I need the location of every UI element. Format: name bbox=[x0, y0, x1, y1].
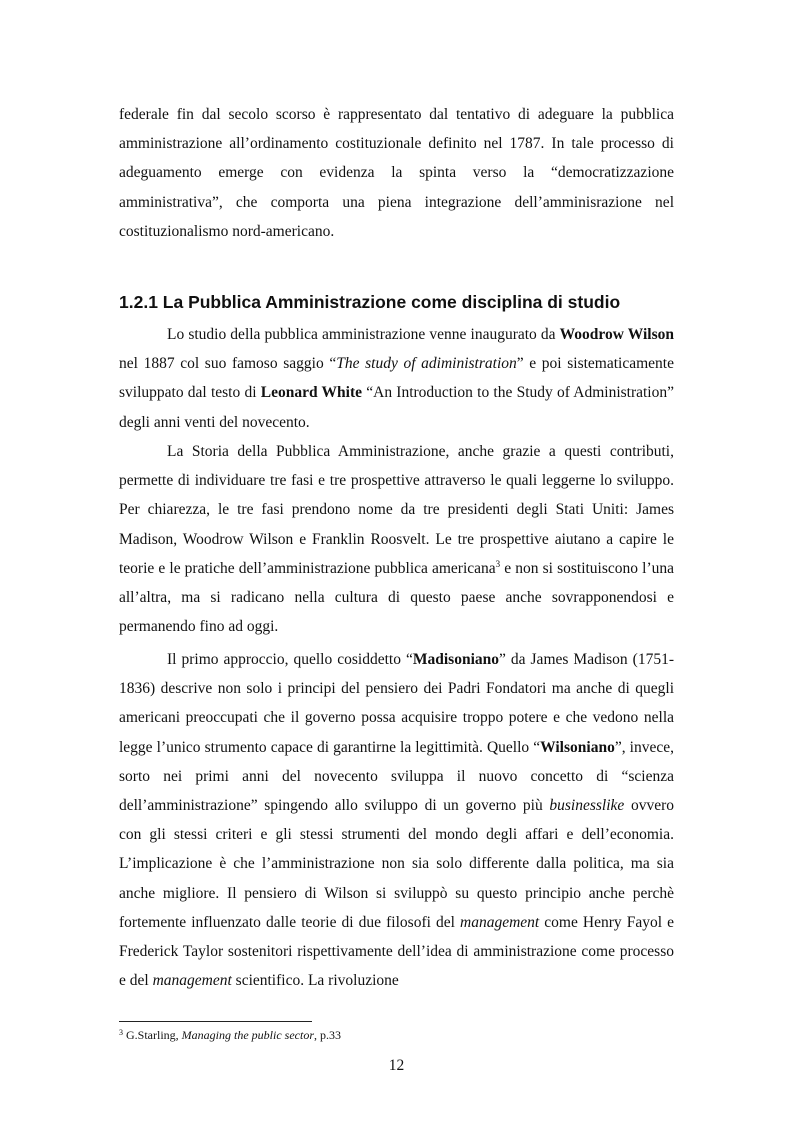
italic-essay-title: The study of adiministration bbox=[336, 355, 517, 373]
text-segment: La Storia della Pubblica Amministrazione, anche grazie a questi contributi, permette di individuare tre fasi e tre prospettive attraverso le quali leggerne lo sviluppo. Per chiarezza, le tre fasi prendono nome da tre presidenti degli Stati Uniti: James Madison, Woodrow Wilson e Franklin Roosvelt. Le tre prospettive aiutano a capire le teorie e le pratiche dell’amministrazione pubblica americana bbox=[119, 443, 674, 577]
section-heading: 1.2.1 La Pubblica Amministrazione come disciplina di studio bbox=[119, 292, 621, 312]
footnote-title: Managing the public sector bbox=[181, 1028, 314, 1042]
text-segment: ” e poi sistematicamente sviluppato dal testo di bbox=[119, 355, 674, 402]
text-segment: “An Introduction to the Study of Administration” degli anni venti del novecento. bbox=[119, 384, 674, 431]
bold-name-wilson: Woodrow Wilson bbox=[559, 326, 674, 343]
footnote-number: 3 bbox=[119, 1028, 123, 1037]
text-segment: ”, invece, sorto nei primi anni del novecento sviluppa il nuovo concetto di “scienza dell’amministrazione” spingendo allo sviluppo di un governo più bbox=[119, 738, 674, 815]
intro-text: federale fin dal secolo scorso è rappresentato dal tentativo di adeguare la pubblica amministrazione all’ordinamento costituzionale definito nel 1787. In tale processo di adeguamento emerge con evidenza la spinta verso la “democratizzazione amministrativa”, che comporta una piena integrazione dell’amminisrazione nel costituzionalismo nord-americano. bbox=[119, 106, 674, 240]
italic-term-management: management bbox=[152, 972, 232, 990]
bold-name-white: Leonard White bbox=[260, 384, 363, 402]
italic-term-businesslike: businesslike bbox=[549, 797, 625, 815]
paragraph-approaches bbox=[119, 645, 674, 995]
text-segment: Lo studio della pubblica amministrazione venne inaugurato da bbox=[167, 326, 560, 343]
paragraph-three-phases bbox=[119, 437, 674, 641]
paragraph-study-origins bbox=[119, 320, 674, 437]
text-segment: ” da James Madison (1751-1836) descrive non solo i principi del pensiero dei Padri Fondatori ma anche di quegli americani preoccupati che il governo possa acquisire troppo potere e che vedono nella legge l’unico strumento capace di garantirne la legittimità. Quello “ bbox=[119, 651, 674, 756]
text-segment: e non si sostituiscono l’una all’altra, ma si radicano nella cultura di questo paese anche sovrapponendosi e permanendo fino ad oggi. bbox=[119, 559, 674, 636]
text-segment: come Henry Fayol e Frederick Taylor sostenitori rispettivamente dell’idea di amministrazione come processo e del bbox=[119, 913, 674, 990]
footnote bbox=[119, 1027, 341, 1043]
text-segment: ovvero con gli stessi criteri e gli stessi strumenti del mondo degli affari e dell’economia. L’implicazione è che l’amministrazione non sia solo differente dalla politica, ma sia anche migliore. Il pensiero di Wilson si sviluppò su questo principio anche perchè fortemente influenzato dalle teorie di due filosofi del bbox=[119, 797, 674, 931]
bold-term-madisoniano: Madisoniano bbox=[412, 651, 499, 668]
text-segment: scientifico. La rivoluzione bbox=[231, 972, 399, 990]
text-segment: nel 1887 col suo famoso saggio “ bbox=[119, 355, 337, 373]
intro-paragraph bbox=[119, 100, 674, 246]
text-segment: Il primo approccio, quello cosiddetto “ bbox=[167, 651, 413, 668]
page-number: 12 bbox=[388, 1057, 405, 1074]
footnote-divider bbox=[119, 1021, 312, 1022]
bold-term-wilsoniano: Wilsoniano bbox=[540, 738, 615, 756]
footnote-page: , p.33 bbox=[313, 1028, 341, 1042]
footnote-author: G.Starling, bbox=[123, 1028, 182, 1042]
italic-term-management: management bbox=[460, 913, 540, 931]
footnote-reference[interactable]: 3 bbox=[495, 558, 501, 569]
